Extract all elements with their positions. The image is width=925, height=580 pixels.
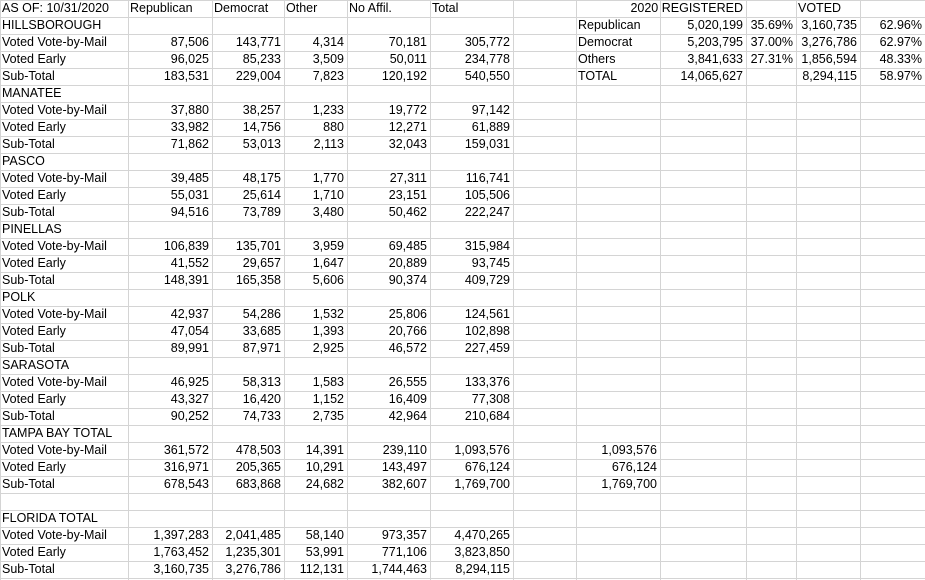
data-cell[interactable]: 1,647 <box>312 256 344 270</box>
data-cell[interactable]: 102,898 <box>464 324 510 338</box>
data-cell[interactable]: 5,606 <box>312 273 344 287</box>
data-cell[interactable]: 2,041,485 <box>225 528 281 542</box>
data-cell[interactable]: 48,175 <box>242 171 281 185</box>
row-label-cell[interactable]: Voted Vote-by-Mail <box>2 307 107 321</box>
data-cell[interactable]: 771,106 <box>381 545 427 559</box>
data-cell[interactable]: 29,657 <box>242 256 281 270</box>
data-cell[interactable]: 540,550 <box>464 69 510 83</box>
data-cell[interactable]: 210,684 <box>464 409 510 423</box>
row-label-cell[interactable]: Voted Vote-by-Mail <box>2 443 107 457</box>
gridline-vertical <box>746 0 747 580</box>
data-cell[interactable]: 50,011 <box>389 52 427 66</box>
data-cell[interactable]: 53,991 <box>305 545 344 559</box>
data-cell[interactable]: 41,552 <box>170 256 209 270</box>
data-cell[interactable]: 43,327 <box>170 392 209 406</box>
gridline-vertical <box>430 0 431 580</box>
data-cell[interactable]: 3,276,786 <box>225 562 281 576</box>
data-cell[interactable]: 1,152 <box>312 392 344 406</box>
summary-party-label[interactable]: Democrat <box>578 35 633 49</box>
data-cell[interactable]: 183,531 <box>163 69 209 83</box>
summary-registered-header[interactable]: 2020 REGISTERED <box>630 1 743 15</box>
gridline-vertical <box>860 0 861 580</box>
summary-party-label[interactable]: TOTAL <box>578 69 618 83</box>
summary-party-label[interactable]: Republican <box>578 18 641 32</box>
gridline-horizontal <box>0 493 925 494</box>
data-cell[interactable]: 124,561 <box>464 307 510 321</box>
data-cell[interactable]: 32,043 <box>388 137 427 151</box>
summary-registered-pct[interactable]: 27.31% <box>750 52 793 66</box>
data-cell[interactable]: 42,937 <box>170 307 209 321</box>
data-cell[interactable]: 239,110 <box>382 443 427 457</box>
data-cell[interactable]: 70,181 <box>388 35 427 49</box>
data-cell[interactable]: 23,151 <box>388 188 427 202</box>
data-cell[interactable]: 97,142 <box>471 103 510 117</box>
data-cell[interactable]: 382,607 <box>381 477 427 491</box>
data-cell[interactable]: 73,789 <box>242 205 281 219</box>
row-label-cell[interactable]: Sub-Total <box>2 409 55 423</box>
data-cell[interactable]: 678,543 <box>163 477 209 491</box>
data-cell[interactable]: 2,735 <box>312 409 344 423</box>
row-label-cell[interactable]: MANATEE <box>2 86 62 100</box>
data-cell[interactable]: 1,397,283 <box>153 528 209 542</box>
data-cell[interactable]: 27,311 <box>389 171 427 185</box>
data-cell[interactable]: 19,772 <box>388 103 427 117</box>
data-cell[interactable]: 61,889 <box>471 120 510 134</box>
row-label-cell[interactable]: Voted Vote-by-Mail <box>2 171 107 185</box>
data-cell[interactable]: 58,140 <box>305 528 344 542</box>
data-cell[interactable]: 50,462 <box>388 205 427 219</box>
data-cell[interactable]: 305,772 <box>464 35 510 49</box>
gridline-vertical <box>347 0 348 580</box>
data-cell[interactable]: 222,247 <box>464 205 510 219</box>
data-cell[interactable]: 143,771 <box>235 35 281 49</box>
summary-registered-pct[interactable]: 35.69% <box>750 18 793 32</box>
data-cell[interactable]: 120,192 <box>381 69 427 83</box>
data-cell[interactable]: 1,093,576 <box>454 443 510 457</box>
data-cell[interactable]: 112,131 <box>299 562 344 576</box>
row-label-cell[interactable]: Sub-Total <box>2 341 55 355</box>
row-label-cell[interactable]: Voted Early <box>2 52 66 66</box>
summary-voted-value[interactable]: 3,276,786 <box>801 35 857 49</box>
row-label-cell[interactable]: Voted Early <box>2 324 66 338</box>
data-cell[interactable]: 1,769,700 <box>454 477 510 491</box>
data-cell[interactable]: 880 <box>323 120 344 134</box>
gridline-vertical <box>212 0 213 580</box>
data-cell[interactable]: 3,509 <box>312 52 344 66</box>
data-cell[interactable]: 46,925 <box>170 375 209 389</box>
data-cell[interactable]: 105,506 <box>464 188 510 202</box>
data-cell[interactable]: 165,358 <box>235 273 281 287</box>
data-cell[interactable]: 234,778 <box>464 52 510 66</box>
data-cell[interactable]: 973,357 <box>381 528 427 542</box>
row-label-cell[interactable]: POLK <box>2 290 36 304</box>
data-cell[interactable]: 33,982 <box>170 120 209 134</box>
summary-voted-pct[interactable]: 48.33% <box>879 52 922 66</box>
summary-party-label[interactable]: Others <box>578 52 616 66</box>
row-label-cell[interactable]: FLORIDA TOTAL <box>2 511 98 525</box>
gridline-vertical <box>284 0 285 580</box>
side-total-cell[interactable]: 1,769,700 <box>601 477 657 491</box>
row-label-cell[interactable]: Voted Vote-by-Mail <box>2 103 107 117</box>
row-label-cell[interactable]: Sub-Total <box>2 69 55 83</box>
data-cell[interactable]: 71,862 <box>170 137 209 151</box>
data-cell[interactable]: 93,745 <box>471 256 510 270</box>
row-label-cell[interactable]: Voted Early <box>2 460 66 474</box>
data-cell[interactable]: 39,485 <box>170 171 209 185</box>
gridline-vertical <box>576 0 577 580</box>
column-header-total[interactable]: Total <box>432 1 459 15</box>
column-header-no-affil-[interactable]: No Affil. <box>349 1 392 15</box>
data-cell[interactable]: 12,271 <box>388 120 427 134</box>
data-cell[interactable]: 1,710 <box>312 188 344 202</box>
data-cell[interactable]: 16,420 <box>242 392 281 406</box>
data-cell[interactable]: 74,733 <box>242 409 281 423</box>
data-cell[interactable]: 16,409 <box>388 392 427 406</box>
data-cell[interactable]: 24,682 <box>305 477 344 491</box>
summary-voted-pct[interactable]: 62.96% <box>879 18 922 32</box>
row-label-cell[interactable]: Sub-Total <box>2 562 55 576</box>
data-cell[interactable]: 361,572 <box>163 443 209 457</box>
data-cell[interactable]: 3,160,735 <box>153 562 209 576</box>
data-cell[interactable]: 90,374 <box>388 273 427 287</box>
data-cell[interactable]: 14,756 <box>242 120 281 134</box>
summary-registered-value[interactable]: 5,203,795 <box>687 35 743 49</box>
row-label-cell[interactable]: SARASOTA <box>2 358 70 372</box>
data-cell[interactable]: 77,308 <box>471 392 510 406</box>
summary-voted-header[interactable]: VOTED <box>798 1 842 15</box>
data-cell[interactable]: 10,291 <box>305 460 344 474</box>
side-total-cell[interactable]: 676,124 <box>611 460 657 474</box>
data-cell[interactable]: 315,984 <box>464 239 510 253</box>
data-cell[interactable]: 96,025 <box>170 52 209 66</box>
data-cell[interactable]: 409,729 <box>464 273 510 287</box>
data-cell[interactable]: 1,770 <box>312 171 344 185</box>
data-cell[interactable]: 25,614 <box>242 188 281 202</box>
data-cell[interactable]: 316,971 <box>163 460 209 474</box>
data-cell[interactable]: 478,503 <box>235 443 281 457</box>
row-label-cell[interactable]: PINELLAS <box>2 222 62 236</box>
data-cell[interactable]: 94,516 <box>170 205 209 219</box>
data-cell[interactable]: 683,868 <box>235 477 281 491</box>
data-cell[interactable]: 135,701 <box>235 239 281 253</box>
data-cell[interactable]: 26,555 <box>388 375 427 389</box>
summary-voted-pct[interactable]: 58.97% <box>879 69 922 83</box>
data-cell[interactable]: 25,806 <box>388 307 427 321</box>
data-cell[interactable]: 1,763,452 <box>153 545 209 559</box>
data-cell[interactable]: 8,294,115 <box>455 562 510 576</box>
row-label-cell[interactable]: Voted Early <box>2 392 66 406</box>
data-cell[interactable]: 20,766 <box>388 324 427 338</box>
side-total-cell[interactable]: 1,093,576 <box>601 443 657 457</box>
data-cell[interactable]: 69,485 <box>388 239 427 253</box>
data-cell[interactable]: 4,470,265 <box>454 528 510 542</box>
data-cell[interactable]: 90,252 <box>170 409 209 423</box>
row-label-cell[interactable]: Sub-Total <box>2 137 55 151</box>
data-cell[interactable]: 55,031 <box>170 188 209 202</box>
data-cell[interactable]: 159,031 <box>464 137 510 151</box>
data-cell[interactable]: 229,004 <box>235 69 281 83</box>
summary-voted-value[interactable]: 8,294,115 <box>802 69 857 83</box>
row-label-cell[interactable]: Voted Early <box>2 256 66 270</box>
data-cell[interactable]: 87,506 <box>170 35 209 49</box>
data-cell[interactable]: 143,497 <box>381 460 427 474</box>
data-cell[interactable]: 3,480 <box>312 205 344 219</box>
row-label-cell[interactable]: TAMPA BAY TOTAL <box>2 426 113 440</box>
summary-registered-value[interactable]: 14,065,627 <box>680 69 743 83</box>
row-label-cell[interactable]: PASCO <box>2 154 45 168</box>
data-cell[interactable]: 3,959 <box>312 239 344 253</box>
data-cell[interactable]: 2,925 <box>312 341 344 355</box>
row-label-cell[interactable]: Voted Vote-by-Mail <box>2 375 107 389</box>
summary-registered-value[interactable]: 5,020,199 <box>687 18 743 32</box>
data-cell[interactable]: 33,685 <box>242 324 281 338</box>
row-label-cell[interactable]: Sub-Total <box>2 205 55 219</box>
as-of-date-cell[interactable]: AS OF: 10/31/2020 <box>2 1 110 15</box>
data-cell[interactable]: 85,233 <box>242 52 281 66</box>
data-cell[interactable]: 676,124 <box>464 460 510 474</box>
data-cell[interactable]: 20,889 <box>388 256 427 270</box>
data-cell[interactable]: 3,823,850 <box>454 545 510 559</box>
data-cell[interactable]: 7,823 <box>312 69 344 83</box>
row-label-cell[interactable]: Voted Early <box>2 188 66 202</box>
data-cell[interactable]: 1,233 <box>312 103 344 117</box>
row-label-cell[interactable]: Sub-Total <box>2 273 55 287</box>
row-label-cell[interactable]: HILLSBOROUGH <box>2 18 102 32</box>
row-label-cell[interactable]: Voted Vote-by-Mail <box>2 35 107 49</box>
data-cell[interactable]: 46,572 <box>388 341 427 355</box>
data-cell[interactable]: 38,257 <box>242 103 281 117</box>
summary-voted-value[interactable]: 1,856,594 <box>801 52 857 66</box>
data-cell[interactable]: 1,744,463 <box>371 562 427 576</box>
data-cell[interactable]: 106,839 <box>163 239 209 253</box>
data-cell[interactable]: 116,741 <box>465 171 510 185</box>
row-label-cell[interactable]: Voted Vote-by-Mail <box>2 239 107 253</box>
gridline-vertical <box>660 0 661 580</box>
row-label-cell[interactable]: Voted Vote-by-Mail <box>2 528 107 542</box>
summary-voted-pct[interactable]: 62.97% <box>879 35 922 49</box>
data-cell[interactable]: 227,459 <box>464 341 510 355</box>
data-cell[interactable]: 1,583 <box>312 375 344 389</box>
data-cell[interactable]: 1,235,301 <box>225 545 281 559</box>
column-header-democrat[interactable]: Democrat <box>214 1 269 15</box>
data-cell[interactable]: 2,113 <box>313 137 344 151</box>
column-header-other[interactable]: Other <box>286 1 318 15</box>
data-cell[interactable]: 205,365 <box>235 460 281 474</box>
row-label-cell[interactable]: Voted Early <box>2 545 66 559</box>
summary-registered-pct[interactable]: 37.00% <box>750 35 793 49</box>
data-cell[interactable]: 58,313 <box>242 375 281 389</box>
data-cell[interactable]: 1,532 <box>312 307 344 321</box>
data-cell[interactable]: 53,013 <box>242 137 281 151</box>
gridline-vertical <box>513 0 514 580</box>
data-cell[interactable]: 42,964 <box>388 409 427 423</box>
data-cell[interactable]: 14,391 <box>305 443 344 457</box>
summary-voted-value[interactable]: 3,160,735 <box>801 18 857 32</box>
gridline-vertical <box>796 0 797 580</box>
data-cell[interactable]: 47,054 <box>170 324 209 338</box>
gridline-horizontal <box>0 578 925 579</box>
data-cell[interactable]: 133,376 <box>464 375 510 389</box>
row-label-cell[interactable]: Voted Early <box>2 120 66 134</box>
summary-registered-value[interactable]: 3,841,633 <box>687 52 743 66</box>
data-cell[interactable]: 148,391 <box>163 273 209 287</box>
data-cell[interactable]: 37,880 <box>170 103 209 117</box>
data-cell[interactable]: 1,393 <box>312 324 344 338</box>
row-label-cell[interactable]: Sub-Total <box>2 477 55 491</box>
data-cell[interactable]: 54,286 <box>242 307 281 321</box>
data-cell[interactable]: 4,314 <box>312 35 344 49</box>
column-header-republican[interactable]: Republican <box>130 1 193 15</box>
data-cell[interactable]: 87,971 <box>242 341 281 355</box>
data-cell[interactable]: 89,991 <box>170 341 209 355</box>
